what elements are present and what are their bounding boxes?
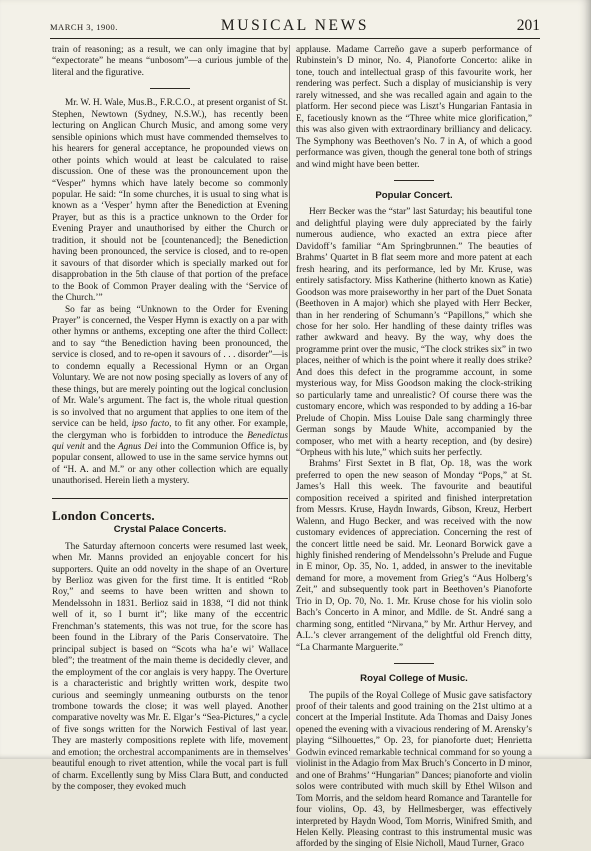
article-paragraph: applause. Madame Carreño gave a superb performance of Rubinstein’s D minor, No. 4, Pianoforte Concerto: alike in tone, touch and intellectual grasp of this favourite work, her rendering was perfect. Such a display of musicianship is very rarely witnessed, and she was recalled again and again to the platform. Her second piece was Liszt’s Hungarian Fantasia in E, facetiously known as the “Three white mice glorification,” this was also given with extraordinary brilliancy and delicacy. The Symphony was Beethoven’s No. 7 in A, of which a good performance was given, though the general tone both of strings and wind might have been better. [296,45,532,170]
right-column [296,45,532,850]
article-paragraph: The Saturday afternoon concerts were resumed last week, when Mr. Manns provided an enjoyable concert for his supporters. Quite an odd novelty in the shape of an Overture by Berlioz was given for the first time. It is entitled “Rob Roy,” and seems to have been written and shown to Mendelssohn in 1831. Berlioz said in 1838, “I did not think well of it, so I burnt it”; like many of the eccentric Frenchman’s statements, this was not true, for the score has been found in the Library of the Paris Conservatoire. The principal subject is based on “Scots wha ha’e wi’ Wallace bled”; the treatment of the main theme is decidedly clever, and the employment of the cor anglais is very happy. The Overture is a characteristic and brightly written work, despite two curious and seemingly unmeaning outbursts on the tenor trombone towards the close; it was well played. Another comparative novelty was Mr. E. Elgar’s “Sea-Pictures,” a cycle of five songs written for the Norwich Festival of last year. They are masterly compositions replete with life, movement and emotion; the orchestral accompaniments are in themselves beautiful enough to rivet attention, while the vocal part is full of charm. Excellently sung by Miss Clara Butt, and conducted by the composer, they evoked much [52,541,288,793]
article-paragraph: The pupils of the Royal College of Music gave satisfactory proof of their talents and good training on the 21st ultimo at a concert at the Imperial Institute. Ada Thomas and Daisy Jones opened the evening with a vivacious rendering of M. Arensky’s playing “Silhouettes,” Op. 23, for pianoforte duet; Henrietta Godwin evinced remarkable technical command for so young a violinist in the Adagio from Max Bruch’s Concerto in D minor, and one of Brahms’ “Hungarian” Dances; pianoforte and violin solos were contributed with much skill by Ethel Wilson and Tom Morris, and the seldom heard Romance and Tarantelle for four violins, Op. 43, by Hellmesberger, was effectively interpreted by Haydn Wood, Tom Morris, Winifred Smith, and Helen Kelly. Pleasing contrast to this instrumental music was afforded by the singing of Elsie Nicholl, Maud Turner, Graco [296,690,532,850]
column-divider [289,45,290,751]
subheading-popular-concert: Popular Concert. [375,189,453,201]
section-divider [394,663,434,664]
issue-date: MARCH 3, 1900. [50,22,118,32]
article-paragraph: train of reasoning; as a result, we can only imagine that by “expectorate” he means “unbosom”—a curious jumble of the literal and the figurative. [52,45,288,78]
article-paragraph: Mr. W. H. Wale, Mus.B., F.R.C.O., at present organist of St. Stephen, Newtown (Sydney, N.S.W.), has recently been lecturing on Anglican Church Music, and among some very sensible opinions which must have commended themselves to his hearers for general acceptance, he propounded views on other points which would at least be calculated to raise discussion. One of these was the pronouncement upon the “Vesper” hymns which have lately become so commonly popular. He said: “In some churches, it is usual to sing what is known as a ‘Vesper’ hymn after the Benediction at Evening Prayer, but as this is a practice unknown to the Order for Evening Prayer and unauthorised by either the Church or tradition, it should not be [countenanced]; the Benediction having been pronounced, the service is closed, and to re-open it savours of that disorder which is specially marked out for disapprobation in the 5th clause of that portion of the preface to the Book of Common Prayer dealing with the ‘Service of the Church.’” [52,98,288,304]
article-paragraph: So far as being “Unknown to the Order for Evening Prayer” is concerned, the Vesper Hymn is exactly on a par with other hymns or anthems, excepting one after the third Collect: and to say “the Benediction having been pronounced, the service is closed, and to re-open it savours of . . . disorder”—is to condemn equally a Recessional Hymn or an Organ Voluntary. We are not now posing specially as lovers of any of these things, but are merely pointing out the logical conclusion of Mr. Wale’s argument. The fact is, the whole ritual question is so involved that no argument that applies to one item of the service can be held, ipso facto, to fit any other. For example, the clergyman who is forbidden to introduce the Benedictus qui venit and the Agnus Dei into the Communion Office is, by popular consent, allowed to use in the same service hymns out of “H. A. and M.” or any other collection which are equally unauthorised. Herein lieth a mystery. [52,304,289,487]
publication-title: MUSICAL NEWS [220,17,370,34]
section-rule [52,498,288,499]
page-number: 201 [516,17,540,34]
left-column [52,45,289,793]
article-paragraph: Brahms’ First Sextet in B flat, Op. 18, was the work preferred to open the new season of Monday “Pops,” at St. James’s Hall this week. The favourite and beautiful composition received a spirited and finished interpretation from Messrs. Kruse, Haydn Inwards, Gibson, Kreuz, Herbert Walenn, and Hugo Becker, and was received with the now customary evidences of appreciation. Concerning the rest of the concert little need be said. Mr. Leonard Borwick gave a highly finished rendering of Mendelssohn’s Prelude and Fugue in E minor, Op. 35, No. 1, added, in answer to the inevitable demand for more, a movement from Grieg’s “Aus Holberg’s Zeit,” and subsequently took part in Beethoven’s Pianoforte Trio in D, Op. 70, No. 1. Mr. Kruse chose for his violin solo Bach’s Concerto in A minor, and Mdlle. de St. André sang a charming song, entitled “Nirvana,” by Mr. Arthur Hervey, and A.L.’s clever arrangement of the delightful old French ditty, “La Charmante Marguerite.” [296,459,532,653]
subheading-royal-college: Royal College of Music. [360,673,468,685]
page-header [50,16,540,39]
article-paragraph: Herr Becker was the “star” last Saturday; his beautiful tone and delightful playing were duly appreciated by the fairly numerous audience, who exacted an extra piece after Davidoff’s familiar “Am Springbrunnen.” The beauties of Brahms’ Quartet in B flat seem more and more patent at each fresh hearing, and its performance, led by Mr. Kruse, was entirely satisfactory. Miss Katherine (hitherto known as Katie) Goodson was more praiseworthy in her part of the Duet Sonata (Beethoven in A major) which she played with Herr Becker, than in her rendering of Schumann’s “Papillons,” which she chose for her solo. Her handling of these dainty trifles was rather awkward and heavy. By the way, why does the programme print over the music, “The clock strikes six” in two places, neither of which is the point where it really does strike? And does this defect in the programme account, in some mysterious way, for Miss Goodson making the clock-striking so particularly tame and unrealistic? Of course there was the customary encore, which was responded to by adding a 16-bar Prelude of Chopin. Miss Louise Dale sang charmingly three German songs by Maude White, accompanied by the composer, who met with a hearty reception, and (by desire) “Orpheus with his lute,” which suits her perfectly. [296,207,532,458]
subheading-crystal-palace: Crystal Palace Concerts. [113,524,227,536]
section-divider [150,88,190,89]
section-heading-london-concerts: London Concerts. [52,507,155,523]
section-divider [394,180,434,181]
